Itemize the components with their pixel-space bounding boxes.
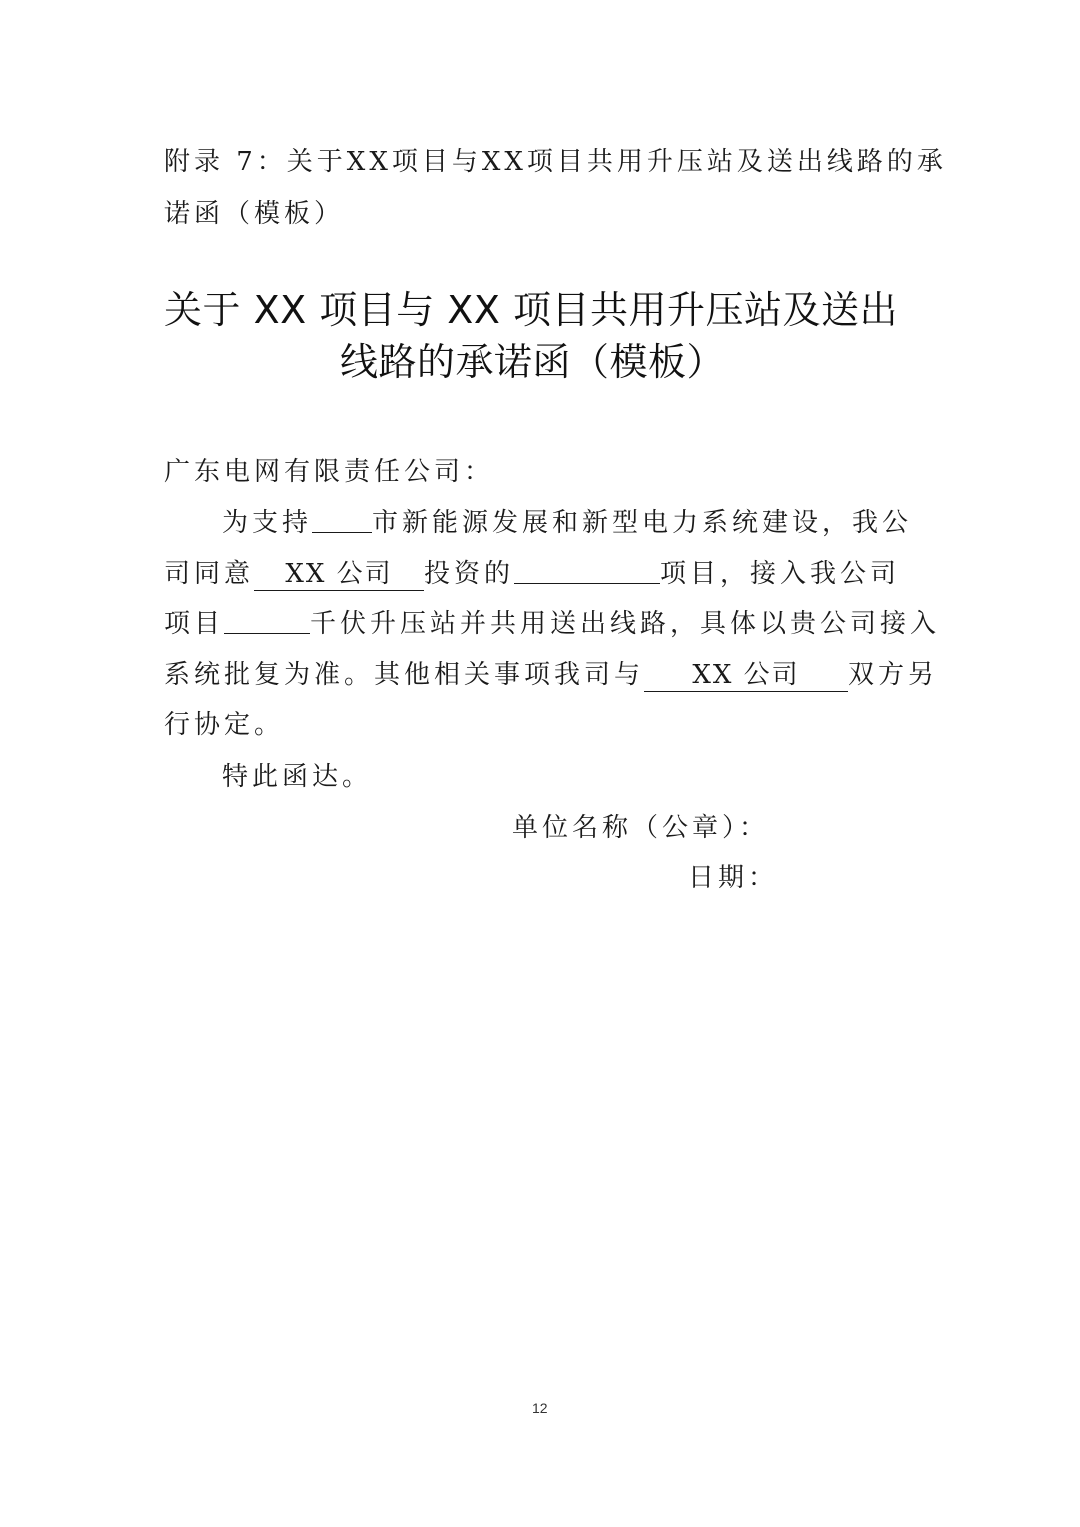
filled-blank-investor-company: XX 公司 <box>254 558 424 591</box>
text-segment: 项目，接入我公司 <box>660 559 901 589</box>
paragraph-line-4 <box>164 659 938 692</box>
text-segment: 双方另 <box>848 660 939 690</box>
text-segment: 项目 <box>164 609 225 639</box>
fill-in-blank-project-name <box>514 559 660 584</box>
text-segment: 系统批复为准。其他相关事项我司与 <box>164 660 645 690</box>
text-segment: 司同意 <box>164 559 255 589</box>
text-segment: 为支持 <box>222 508 313 538</box>
fill-in-blank-voltage <box>224 609 310 634</box>
text-segment: 市新能源发展和新型电力系统建设，我公 <box>372 508 913 538</box>
filled-blank-partner-company: XX 公司 <box>644 659 848 692</box>
document-title-line1: 关于 XX 项目与 XX 项目共用升压站及送出 <box>164 288 898 332</box>
document-title-line2: 线路的承诺函（模板） <box>340 340 726 384</box>
signature-unit-label: 单位名称（公章）： <box>512 813 770 843</box>
salutation: 广东电网有限责任公司： <box>164 457 495 487</box>
paragraph-line-5: 行协定。 <box>164 710 285 740</box>
fill-in-blank-city <box>312 508 372 533</box>
page-number: 12 <box>532 1400 548 1416</box>
closing-remark: 特此函达。 <box>222 762 373 792</box>
paragraph-line-3 <box>164 608 940 640</box>
appendix-heading-line2: 诺函（模板） <box>164 199 345 229</box>
text-segment: 千伏升压站并共用送出线路，具体以贵公司接入 <box>310 609 941 639</box>
appendix-heading-line1: 附录 7：关于XX项目与XX项目共用升压站及送出线路的承 <box>164 147 947 177</box>
text-segment: 投资的 <box>424 559 515 589</box>
paragraph-line-1 <box>222 507 912 539</box>
signature-date-label: 日期： <box>688 863 779 893</box>
paragraph-line-2 <box>164 558 900 591</box>
